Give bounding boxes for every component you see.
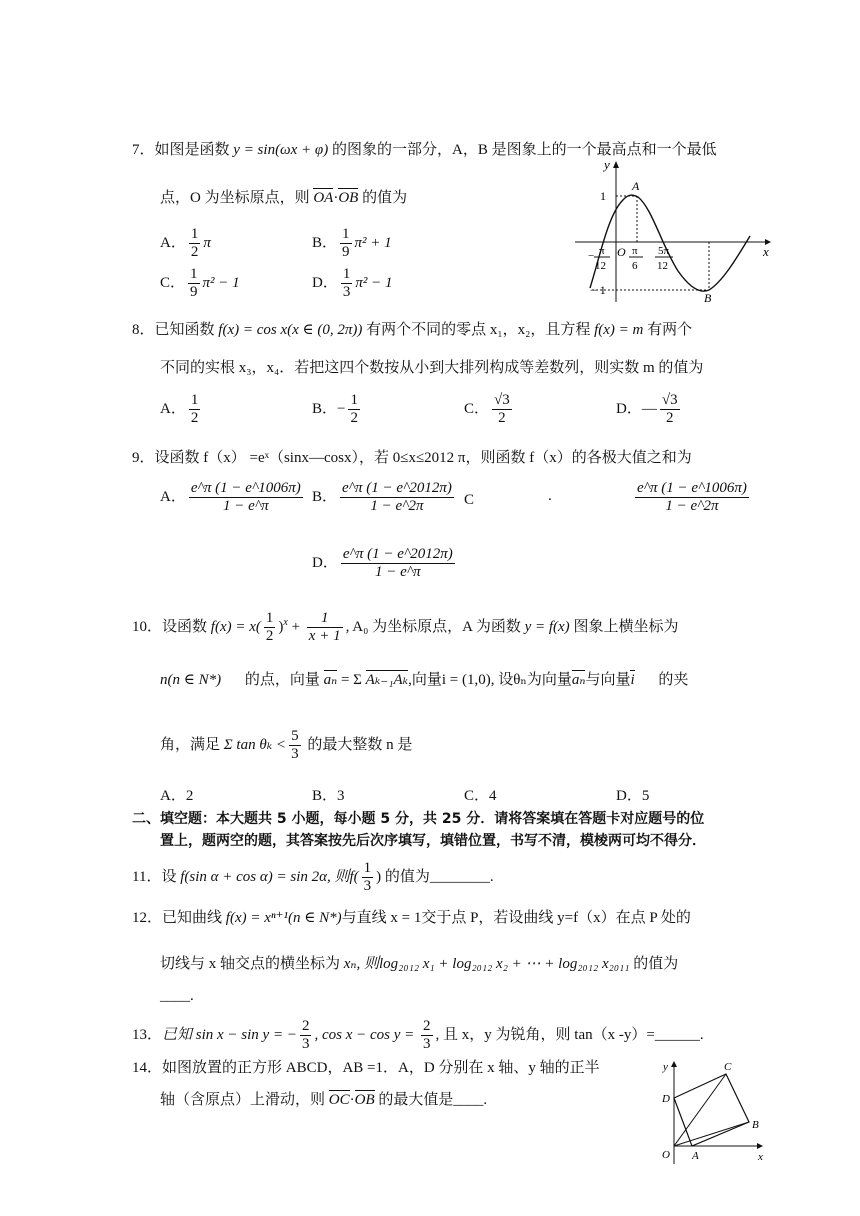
fraction bbox=[189, 480, 303, 515]
q10-func-d: , A₀ 为坐标原点，A 为函数 bbox=[345, 618, 525, 635]
q10-option-d: D．5 bbox=[616, 788, 650, 804]
numerator: √3 bbox=[494, 392, 510, 408]
q14-end: . bbox=[483, 1092, 488, 1108]
vector-ob: OB bbox=[354, 1092, 375, 1108]
x-label: x bbox=[763, 244, 769, 259]
q12-text-2: 切线与 x 轴交点的横坐标为 bbox=[160, 956, 344, 972]
q8-text: 已知函数 bbox=[154, 322, 219, 338]
vector-ob: OB bbox=[338, 190, 359, 206]
q10-text-2: 图象上横坐标为 bbox=[569, 618, 679, 635]
q7-text: 如图是函数 bbox=[154, 142, 234, 158]
option-label: B． bbox=[312, 488, 338, 505]
section2-line1: 二、填空题：本大题共 5 小题，每小题 5 分，共 25 分．请将答案填在答题卡对应题号的位 bbox=[132, 811, 705, 827]
q7-text-b: 的图象的一部分，A，B 是图象上的一个最高点和一个最低 bbox=[328, 142, 717, 158]
denominator: 2 bbox=[665, 410, 674, 426]
q9-option-c-label: C bbox=[464, 492, 475, 508]
q12-function: f(x) = xⁿ⁺¹(n ∈ N*) bbox=[225, 910, 342, 926]
q8-function: f(x) = cos x(x ∈ (0, 2π)) bbox=[218, 322, 363, 338]
q10-text: 设函数 bbox=[162, 618, 211, 635]
denominator: x + 1 bbox=[308, 628, 341, 644]
q11-number: 11． bbox=[132, 868, 162, 885]
y-axis-arrow bbox=[671, 1061, 677, 1067]
denominator: 1 − e^π bbox=[374, 564, 421, 580]
q7-option-d bbox=[312, 266, 392, 301]
q14-text-2: 轴（含原点）上滑动，则 bbox=[160, 1092, 329, 1108]
sine-curve bbox=[590, 195, 750, 291]
q7-function: y = sin(ωx + φ) bbox=[233, 142, 329, 158]
numerator: e^π (1 − e^1006π) bbox=[637, 480, 747, 496]
q9-option-a bbox=[160, 480, 306, 515]
numerator: 5 bbox=[291, 728, 299, 744]
q9-number: 9． bbox=[132, 450, 155, 466]
numerator: 1 bbox=[190, 266, 198, 282]
tick3-den: 12 bbox=[657, 260, 668, 272]
point-a-label: A bbox=[632, 179, 640, 193]
tick2-num: π bbox=[632, 245, 638, 257]
q10-text-c: ,向量i = (1,0), 设θₙ为向量 bbox=[408, 672, 572, 688]
fraction bbox=[635, 480, 749, 515]
vector-i: i bbox=[630, 672, 635, 688]
numerator: 1 bbox=[265, 610, 274, 626]
fraction bbox=[362, 860, 374, 895]
vector-an-2: aₙ bbox=[571, 672, 586, 688]
denominator: 3 bbox=[301, 1036, 310, 1052]
label-minus-one: − 1 bbox=[590, 283, 606, 297]
q9-option-c bbox=[632, 480, 752, 515]
numerator: 1 bbox=[350, 392, 358, 408]
q12-number: 12． bbox=[132, 910, 163, 926]
label-x: x bbox=[758, 1151, 763, 1163]
q9-text: 设函数 f（x） =eˣ（sinx—cosx），若 0≤x≤2012 π，则函数 f（x）的各极大值之和为 bbox=[154, 450, 692, 466]
exponent-x: x bbox=[283, 616, 288, 628]
tick1-neg: − bbox=[588, 250, 595, 262]
q12-line-eq: 与直线 x = 1 bbox=[341, 910, 422, 926]
q10-option-a: A．2 bbox=[160, 788, 194, 804]
option-tail: π bbox=[203, 234, 211, 251]
q8-line2: 不同的实根 x₃，x₄．若把这四个数按从小到大排列构成等差数列，则实数 m 的值为 bbox=[160, 360, 704, 376]
y-axis-arrow bbox=[613, 161, 619, 168]
q10-number: 10． bbox=[132, 618, 163, 635]
answer-blank[interactable]: ______ bbox=[654, 1026, 700, 1043]
q9-option-b bbox=[312, 480, 457, 515]
q8-option-a bbox=[160, 392, 203, 427]
q10-func-c: + bbox=[287, 618, 304, 635]
fraction-1-over-x1 bbox=[307, 610, 343, 645]
numerator: √3 bbox=[661, 392, 678, 408]
vector-ak: Aₖ₋₁Aₖ bbox=[365, 672, 409, 688]
q12-text-end: 的值为 bbox=[629, 956, 679, 972]
q9-option-d bbox=[312, 546, 458, 581]
q13-end: . bbox=[699, 1026, 704, 1043]
option-label: D． bbox=[312, 554, 338, 571]
q8-option-c bbox=[464, 392, 515, 427]
dot-operator: · bbox=[349, 1092, 355, 1108]
option-tail: π² − 1 bbox=[355, 274, 393, 291]
q10-text-end: 的最大整数 n 是 bbox=[303, 736, 413, 753]
sum-sign: = Σ bbox=[337, 672, 366, 688]
option-label: B． bbox=[312, 234, 338, 251]
q12-text: 已知曲线 bbox=[162, 910, 226, 926]
label-o: O bbox=[662, 1149, 670, 1161]
denominator: 3 bbox=[423, 1036, 431, 1052]
square-abcd bbox=[674, 1074, 749, 1146]
option-label: D． bbox=[616, 400, 642, 417]
q7-option-c bbox=[160, 266, 240, 301]
numerator: 1 bbox=[342, 266, 351, 282]
fraction bbox=[188, 266, 200, 301]
option-sign: − bbox=[337, 400, 346, 417]
label-a: A bbox=[692, 1150, 699, 1162]
q8-number: 8． bbox=[132, 322, 155, 338]
denominator: 3 bbox=[342, 284, 351, 300]
q8-option-d bbox=[616, 392, 683, 427]
denominator: 2 bbox=[265, 628, 274, 644]
q13-eq2: , cos x − cos y = bbox=[314, 1026, 419, 1043]
q12-line2 bbox=[160, 952, 678, 973]
q10-option-c: C．4 bbox=[464, 788, 497, 804]
q10-func-e: y = f(x) bbox=[524, 618, 570, 635]
fraction bbox=[340, 480, 454, 515]
q10-func-b: ) bbox=[278, 618, 284, 635]
numerator: 1 bbox=[342, 226, 350, 242]
dot-operator: · bbox=[333, 190, 339, 206]
q13-eq1: 已知 sin x − sin y = − bbox=[162, 1026, 297, 1043]
numerator: 1 bbox=[190, 392, 199, 408]
q10-sum-tan: Σ tan θₖ < bbox=[223, 736, 287, 753]
label-y: y bbox=[663, 1061, 668, 1073]
y-label: y bbox=[604, 157, 610, 172]
option-sign: — bbox=[641, 400, 657, 417]
q11-text: 设 bbox=[161, 868, 181, 885]
q11-equation: f(sin α + cos α) = sin 2α, 则f( bbox=[180, 868, 359, 885]
option-label: C． bbox=[464, 400, 490, 417]
q12-text-c: 交于点 P，若设曲线 y=f（x）在点 P 处的 bbox=[421, 910, 691, 926]
option-label: D． bbox=[312, 274, 338, 291]
q9-line1 bbox=[132, 446, 692, 467]
origin-label: O bbox=[617, 245, 626, 259]
fraction-half bbox=[264, 610, 276, 645]
numerator: 1 bbox=[190, 226, 199, 242]
denominator: 9 bbox=[190, 284, 198, 300]
q11-line bbox=[132, 860, 494, 895]
fraction bbox=[341, 266, 353, 301]
numerator: 1 bbox=[363, 860, 372, 876]
option-tail: π² − 1 bbox=[202, 274, 240, 291]
q13-line bbox=[132, 1018, 704, 1053]
denominator: 3 bbox=[291, 746, 299, 762]
q10-text-f: 的夹 bbox=[654, 672, 689, 688]
fraction bbox=[340, 226, 352, 261]
q14-line2 bbox=[160, 1088, 487, 1109]
tick2-den: 6 bbox=[632, 260, 638, 272]
label-c: C bbox=[724, 1061, 732, 1073]
option-tail: π² + 1 bbox=[354, 234, 392, 251]
q12-blank[interactable]: ____. bbox=[160, 988, 194, 1004]
label-b: B bbox=[752, 1119, 759, 1131]
label-one: 1 bbox=[600, 189, 606, 203]
q10-text-angle: 角，满足 bbox=[160, 736, 224, 753]
point-b-label: B bbox=[704, 291, 712, 305]
denominator: 3 bbox=[363, 878, 372, 894]
q9-option-c-sep: . bbox=[548, 488, 552, 504]
q14-line1 bbox=[132, 1056, 600, 1077]
denominator: 2 bbox=[190, 410, 199, 426]
numerator: e^π (1 − e^1006π) bbox=[190, 480, 301, 496]
fraction bbox=[189, 226, 201, 261]
vector-oa: OA bbox=[313, 190, 334, 206]
q12-line1 bbox=[132, 906, 691, 927]
section2-line2: 置上，题两空的题，其答案按先后次序填写，填错位置，书写不清，模棱两可均不得分． bbox=[160, 833, 706, 849]
fraction bbox=[289, 728, 301, 763]
q7-line2-text: 点，O 为坐标原点，则 bbox=[160, 190, 314, 206]
denominator: 9 bbox=[342, 244, 350, 260]
numerator: 2 bbox=[301, 1018, 310, 1034]
q14-number: 14． bbox=[132, 1060, 163, 1076]
vector-an: aₙ bbox=[323, 672, 338, 688]
q11-text-c: ) 的值为 bbox=[376, 868, 430, 885]
numerator: e^π (1 − e^2012π) bbox=[342, 480, 452, 496]
option-label: B． bbox=[312, 400, 338, 417]
fraction bbox=[189, 392, 201, 427]
fraction bbox=[348, 392, 360, 427]
fraction bbox=[660, 392, 680, 427]
q10-option-b: B．3 bbox=[312, 788, 345, 804]
numerator: 1 bbox=[307, 610, 343, 628]
q7-sine-graph bbox=[570, 156, 775, 306]
q12-log-sum: xₙ, 则log₂₀₁₂ x₁ + log₂₀₁₂ x₂ + ⋯ + log₂₀₁₂ x₂₀₁₁ bbox=[343, 956, 630, 972]
q7-option-a bbox=[160, 226, 211, 261]
q14-square-figure bbox=[658, 1058, 770, 1168]
q8-option-b bbox=[312, 392, 363, 427]
q10-text-d: 与向量 bbox=[585, 672, 631, 688]
denominator: 2 bbox=[350, 410, 358, 426]
q8-text-b: 有两个不同的零点 x₁，x₂，且方程 bbox=[362, 322, 595, 338]
numerator: e^π (1 − e^2012π) bbox=[342, 546, 453, 562]
q10-text-vector: 的点，向量 bbox=[244, 672, 324, 688]
q10-func-a: f(x) = x( bbox=[210, 618, 261, 635]
fraction bbox=[492, 392, 512, 427]
fraction bbox=[341, 546, 455, 581]
segment-ob bbox=[674, 1122, 749, 1146]
tick3-num: 5π bbox=[658, 245, 670, 257]
q10-line3 bbox=[160, 728, 412, 763]
tick1-num: π bbox=[599, 245, 605, 257]
option-label: A． bbox=[160, 234, 186, 251]
denominator: 2 bbox=[190, 244, 199, 260]
denominator: 1 − e^2π bbox=[370, 498, 424, 514]
q13-number: 13． bbox=[132, 1026, 163, 1043]
q14-text-end: 的最大值是 bbox=[374, 1092, 454, 1108]
q8-text-c: 有两个 bbox=[643, 322, 693, 338]
label-d: D bbox=[662, 1093, 670, 1105]
q11-end: . bbox=[489, 868, 494, 885]
q7-line2 bbox=[160, 186, 407, 207]
vector-oc: OC bbox=[328, 1092, 350, 1108]
fraction bbox=[300, 1018, 312, 1053]
q10-line2 bbox=[160, 668, 688, 689]
q13-text: , 且 x，y 为锐角，则 tan（x -y）= bbox=[435, 1026, 655, 1043]
numerator: 2 bbox=[423, 1018, 431, 1034]
q10-line1 bbox=[132, 610, 678, 645]
q8-line1 bbox=[132, 318, 692, 339]
denominator: 2 bbox=[498, 410, 506, 426]
denominator: 1 − e^π bbox=[222, 498, 269, 514]
q7-option-b bbox=[312, 226, 392, 261]
x-axis-arrow bbox=[757, 1143, 763, 1149]
answer-blank[interactable]: ____ bbox=[453, 1092, 484, 1108]
q14-text: 如图放置的正方形 ABCD，AB =1．A，D 分别在 x 轴、y 轴的正半 bbox=[162, 1060, 600, 1076]
option-label: C． bbox=[160, 274, 186, 291]
q7-line2-end: 的值为 bbox=[358, 190, 408, 206]
denominator: 1 − e^2π bbox=[665, 498, 719, 514]
tick1-den: 12 bbox=[595, 260, 606, 272]
option-label: A． bbox=[160, 488, 186, 505]
option-label: A． bbox=[160, 400, 186, 417]
answer-blank[interactable]: ________ bbox=[429, 868, 490, 885]
fraction bbox=[421, 1018, 433, 1053]
q10-n-domain: n(n ∈ N*) bbox=[160, 672, 222, 688]
q7-number: 7． bbox=[132, 142, 155, 158]
q8-equation: f(x) = m bbox=[594, 322, 644, 338]
